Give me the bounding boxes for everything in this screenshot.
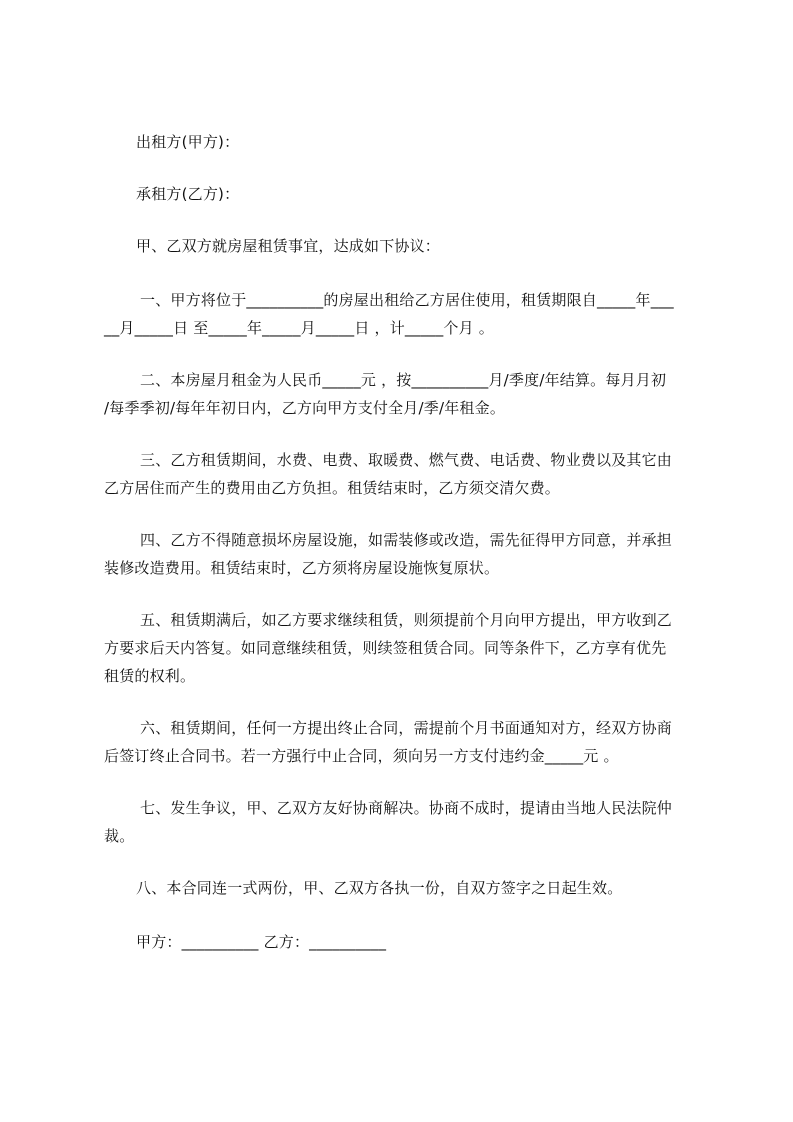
clause-6-line-2: 后签订终止合同书。若一方强行中止合同，须向另一方支付违约金_____元 。 [104, 747, 619, 765]
clause-4-line-1: 四、乙方不得随意损坏房屋设施，如需装修或改造，需先征得甲方同意，并承担 [140, 531, 673, 549]
clause-5-line-1: 五、租赁期满后，如乙方要求继续租赁，则须提前个月向甲方提出，甲方收到乙 [140, 611, 673, 629]
clause-7-line-1: 七、发生争议，甲、乙双方友好协商解决。协商不成时，提请由当地人民法院仲 [140, 799, 673, 817]
lessee-line: 承租方(乙方)： [136, 185, 240, 203]
clause-5-line-2: 方要求后天内答复。如同意继续租赁，则续签租赁合同。同等条件下，乙方享有优先 [104, 639, 667, 657]
clause-7-line-2: 裁。 [104, 827, 135, 845]
clause-6-line-1: 六、租赁期间，任何一方提出终止合同，需提前个月书面通知对方，经双方协商 [140, 719, 673, 737]
lessor-line: 出租方(甲方)： [136, 133, 240, 151]
clause-1-line-1: 一、甲方将位于__________的房屋出租给乙方居住使用，租赁期限自_____年___ [140, 291, 674, 309]
clause-8-line-1: 八、本合同连一式两份，甲、乙双方各执一份，自双方签字之日起生效。 [136, 879, 623, 897]
clause-1-line-2: __月_____日 至_____年_____月_____日 ，计_____个月 。 [104, 319, 495, 337]
clause-2-line-2: /每季季初/每年年初日内，乙方向甲方支付全月/季/年租金。 [104, 399, 506, 417]
intro-line: 甲、乙双方就房屋租赁事宜，达成如下协议： [136, 237, 441, 255]
signature-line: 甲方：__________ 乙方：__________ [136, 933, 387, 951]
clause-2-line-1: 二、本房屋月租金为人民币_____元 ，按__________月/季度/年结算。每月月初 [140, 371, 667, 389]
clause-5-line-3: 租赁的权利。 [104, 667, 196, 685]
clause-4-line-2: 装修改造费用。租赁结束时，乙方须将房屋设施恢复原状。 [104, 559, 500, 577]
clause-3-line-2: 乙方居住而产生的费用由乙方负担。租赁结束时，乙方须交清欠费。 [104, 479, 561, 497]
clause-3-line-1: 三、乙方租赁期间，水费、电费、取暖费、燃气费、电话费、物业费以及其它由 [140, 451, 673, 469]
